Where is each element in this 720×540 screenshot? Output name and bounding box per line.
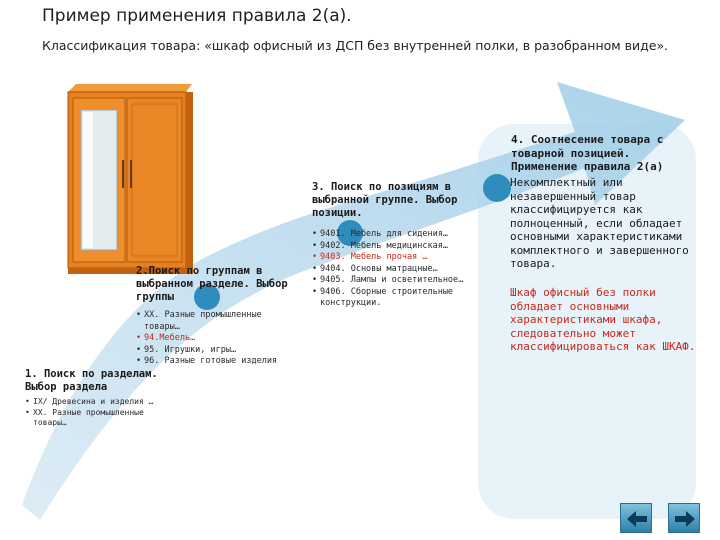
wardrobe-image — [64, 82, 196, 280]
step4-conclusion-text: Шкаф офисный без полки обладает основными характеристиками шкафа, следовательно может классифицироваться как ШКАФ. — [510, 286, 696, 353]
arrow-right-icon — [674, 510, 696, 528]
step2-item: • XX. Разные промышленные товары… — [136, 310, 296, 333]
page-subtitle: Классификация товара: «шкаф офисный из ДСП без внутренней полки, в разобранном виде». — [42, 38, 669, 53]
step4-marker — [483, 174, 511, 202]
step2-item: • 95. Игрушки, игры… — [136, 345, 296, 357]
step1-heading: 1. Поиск по разделам. Выбор раздела — [25, 368, 158, 393]
page-title: Пример применения правила 2(а). — [42, 6, 352, 26]
step3-item: • 9403. Мебель прочая … — [312, 252, 472, 264]
step3-item: • 9405. Лампы и осветительное… — [312, 275, 472, 287]
step2-item: • 94.Мебель… — [136, 333, 296, 345]
step1-item: • IX/ Древесина и изделия … — [25, 397, 165, 408]
step4-rule-text: Некомплектный или незавершенный товар классифицируется как полноценный, если обладает основными характеристиками комплектного и завершенного товара. — [510, 176, 689, 270]
step4-heading: 4. Соотнесение товара с товарной позицией. Применение правила 2(а) — [511, 133, 664, 173]
step3-item: • 9401. Мебель для сидения… — [312, 229, 472, 241]
step3-item: • 9406. Сборные строительные конструкции. — [312, 287, 472, 310]
step2-heading: 2.Поиск по группам в выбранном разделе. Выбор группы — [136, 265, 288, 303]
step2-item: • 96. Разные готовые изделия — [136, 356, 296, 368]
arrow-left-icon — [626, 510, 648, 528]
step3-heading: 3. Поиск по позициям в выбранной группе. Выбор позиции. — [312, 181, 458, 219]
step1-item: • XX. Разные промышленные товары… — [25, 408, 165, 429]
next-slide-button[interactable] — [668, 503, 700, 533]
step3-item: • 9404. Основы матрацные… — [312, 264, 472, 276]
step3-item: • 9402. Мебель медицинская… — [312, 241, 472, 253]
prev-slide-button[interactable] — [620, 503, 652, 533]
step1-block — [25, 368, 165, 429]
step2-block — [136, 265, 296, 368]
step3-block — [312, 181, 472, 310]
